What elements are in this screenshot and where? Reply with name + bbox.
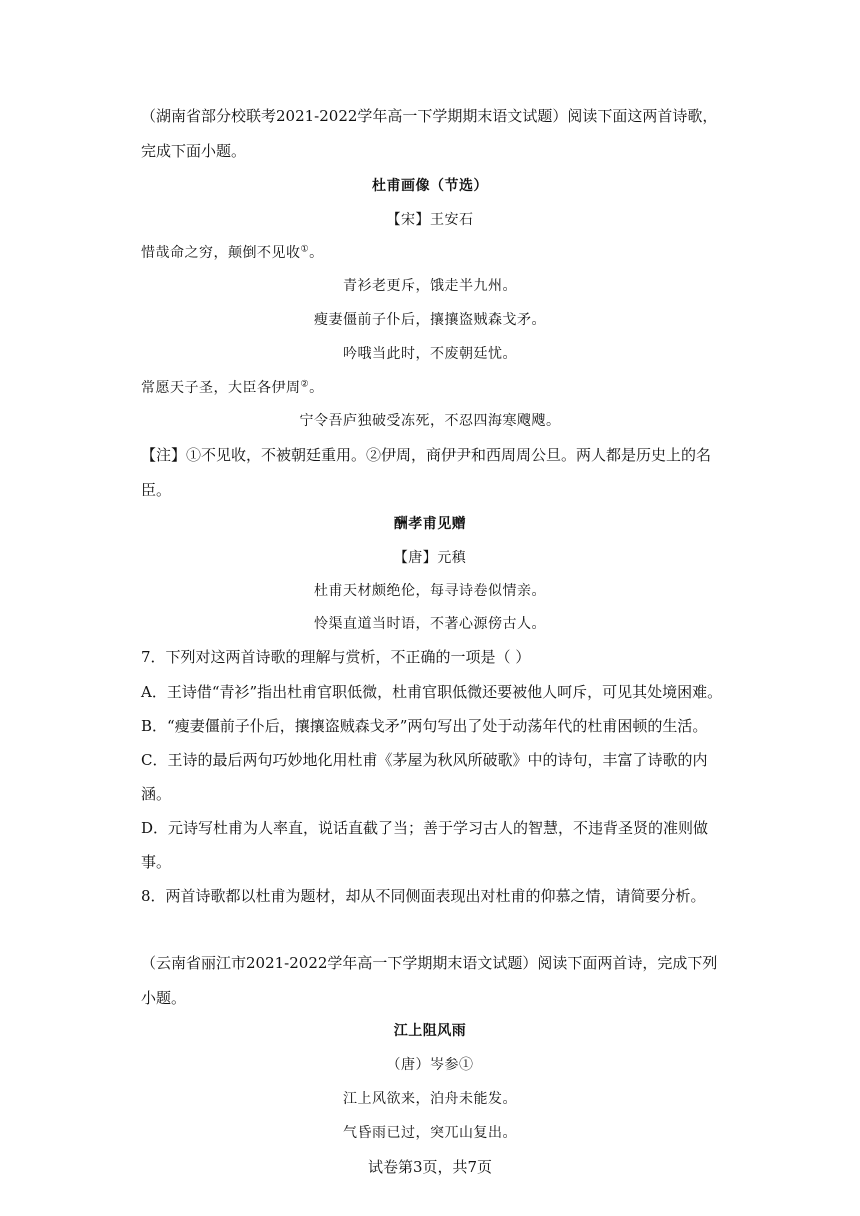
poem1-line3: 瘦妻僵前子仆后，攘攘盗贼森戈矛。 (314, 312, 546, 328)
poem1-line1 (141, 243, 324, 263)
note-line2: 臣。 (141, 481, 172, 499)
question8: 8．两首诗歌都以杜甫为题材，却从不同侧面表现出对杜甫的仰慕之情，请简要分析。 (141, 887, 706, 905)
poem1-author: 【宋】王安石 (386, 212, 474, 228)
question7-option-d-line2: 事。 (141, 853, 172, 871)
poem1-line1-text: 惜哉命之穷，颠倒不见收 (141, 245, 301, 261)
note-line1: 【注】①不见收，不被朝廷重用。②伊周，商伊尹和西周周公旦。两人都是历史上的名 (141, 446, 712, 464)
poem2-title: 酬孝甫见赠 (393, 516, 467, 532)
poem3-line2: 气昏雨已过，突兀山复出。 (343, 1125, 517, 1141)
section2-intro-line1: （云南省丽江市2021-2022学年高一下学期期末语文试题）阅读下面两首诗，完成下列 (141, 954, 718, 972)
poem1-line1-footnote-mark: ① (300, 244, 310, 255)
poem1-line5-footnote-mark: ② (300, 379, 310, 390)
question7-option-c-line2: 涵。 (141, 785, 172, 803)
poem1-title: 杜甫画像（节选） (372, 178, 488, 194)
section1-intro-line1: （湖南省部分校联考2021-2022学年高一下学期期末语文试题）阅读下面这两首诗歌， (141, 107, 718, 125)
poem2-author: 【唐】元稹 (393, 550, 467, 566)
poem1-line5-text: 常愿天子圣，大臣各伊周 (141, 380, 301, 396)
question7-option-b: B．“瘦妻僵前子仆后，攘攘盗贼森戈矛”两句写出了处于动荡年代的杜甫困顿的生活。 (141, 717, 708, 735)
question7-stem: 7．下列对这两首诗歌的理解与赏析，不正确的一项是（ ） (141, 648, 531, 666)
page-footer: 试卷第3页，共7页 (367, 1158, 493, 1176)
poem2-line2: 怜渠直道当时语，不著心源傍古人。 (314, 616, 546, 632)
poem1-line4: 吟哦当此时，不废朝廷忧。 (343, 346, 517, 362)
poem1-line1-end: 。 (309, 245, 324, 261)
poem1-line6: 宁令吾庐独破受冻死，不忍四海寒飕飕。 (299, 413, 561, 429)
question7-option-a: A．王诗借“青衫”指出杜甫官职低微，杜甫官职低微还要被他人呵斥，可见其处境困难。 (141, 683, 723, 701)
poem2-line1: 杜甫天材颇绝伦，每寻诗卷似情亲。 (314, 583, 546, 599)
section2-intro-line2: 小题。 (141, 989, 187, 1007)
question7-option-c-line1: C．王诗的最后两句巧妙地化用杜甫《茅屋为秋风所破歌》中的诗句，丰富了诗歌的内 (141, 751, 708, 769)
poem1-line5-end: 。 (309, 380, 324, 396)
poem3-title: 江上阻风雨 (393, 1023, 467, 1039)
question7-option-d-line1: D．元诗写杜甫为人率直，说话直截了当；善于学习古人的智慧，不违背圣贤的准则做 (141, 819, 709, 837)
poem1-line5 (141, 378, 324, 398)
poem3-author: （唐）岑参① (386, 1057, 474, 1073)
poem3-line1: 江上风欲来，泊舟未能发。 (343, 1091, 517, 1107)
section1-intro-line2: 完成下面小题。 (141, 142, 247, 160)
poem1-line2: 青衫老更斥，饿走半九州。 (343, 278, 517, 294)
